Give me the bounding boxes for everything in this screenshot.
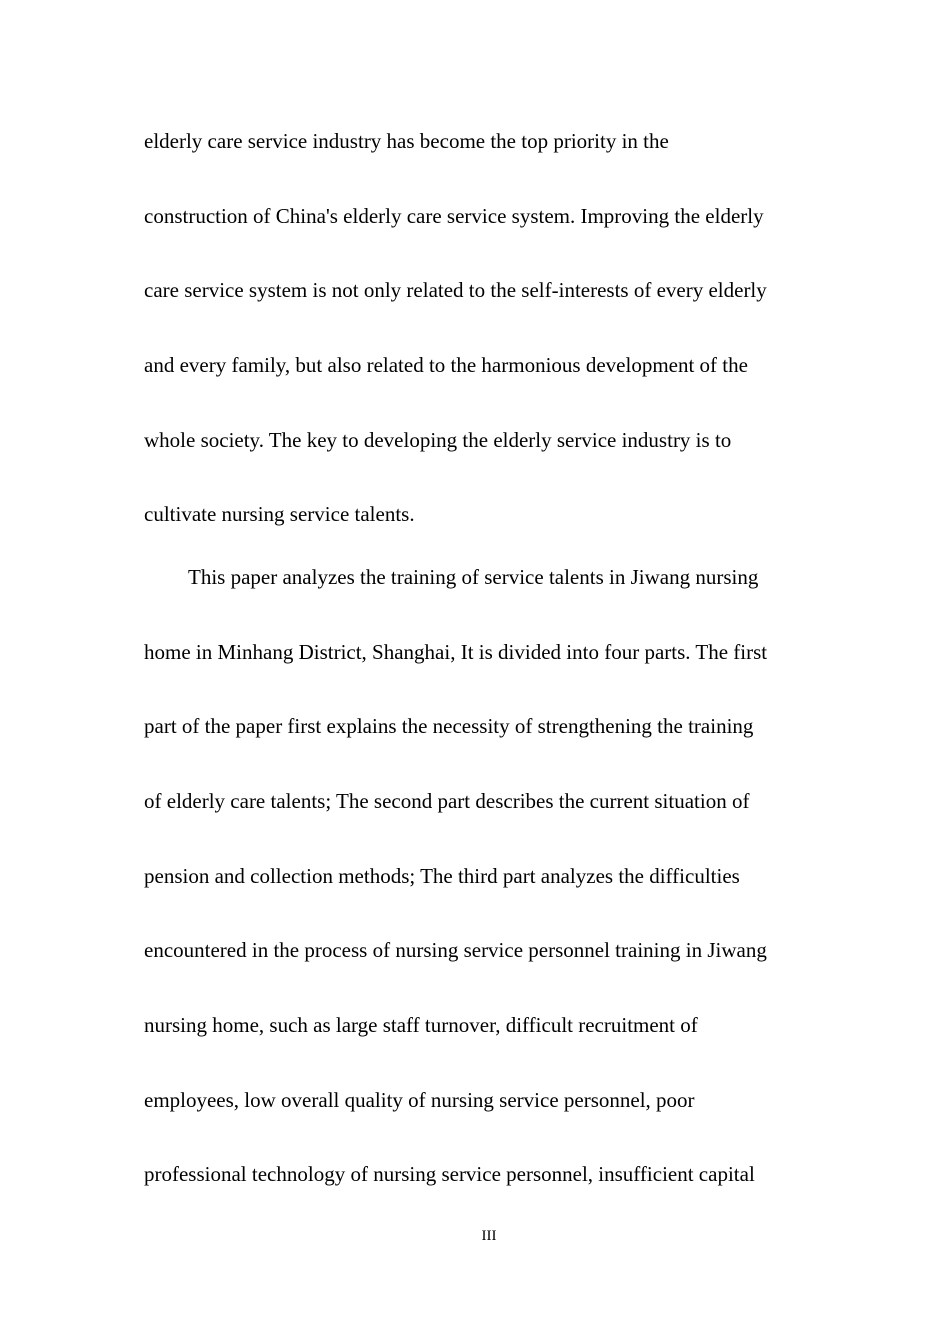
text-line: part of the paper first explains the necessity of strengthening the training [144,714,754,738]
text-line: whole society. The key to developing the elderly service industry is to [144,428,732,452]
text-line: encountered in the process of nursing service personnel training in Jiwang [144,938,767,962]
text-line: and every family, but also related to the harmonious development of the [144,353,748,377]
text-line: elderly care service industry has become the top priority in the [144,129,669,153]
text-line: pension and collection methods; The third part analyzes the difficulties [144,864,740,888]
text-line: construction of China's elderly care service system. Improving the elderly [144,204,764,228]
page-number: III [481,1228,497,1244]
text-line: professional technology of nursing service personnel, insufficient capital [144,1162,755,1186]
text-line: care service system is not only related to the self-interests of every elderly [144,278,767,302]
text-line: cultivate nursing service talents. [144,502,415,526]
text-line: of elderly care talents; The second part describes the current situation of [144,789,750,813]
text-line: employees, low overall quality of nursing service personnel, poor [144,1088,695,1112]
text-line: home in Minhang District, Shanghai, It is divided into four parts. The first [144,640,768,664]
text-line: This paper analyzes the training of service talents in Jiwang nursing [188,565,759,589]
text-line: nursing home, such as large staff turnover, difficult recruitment of [144,1013,698,1037]
